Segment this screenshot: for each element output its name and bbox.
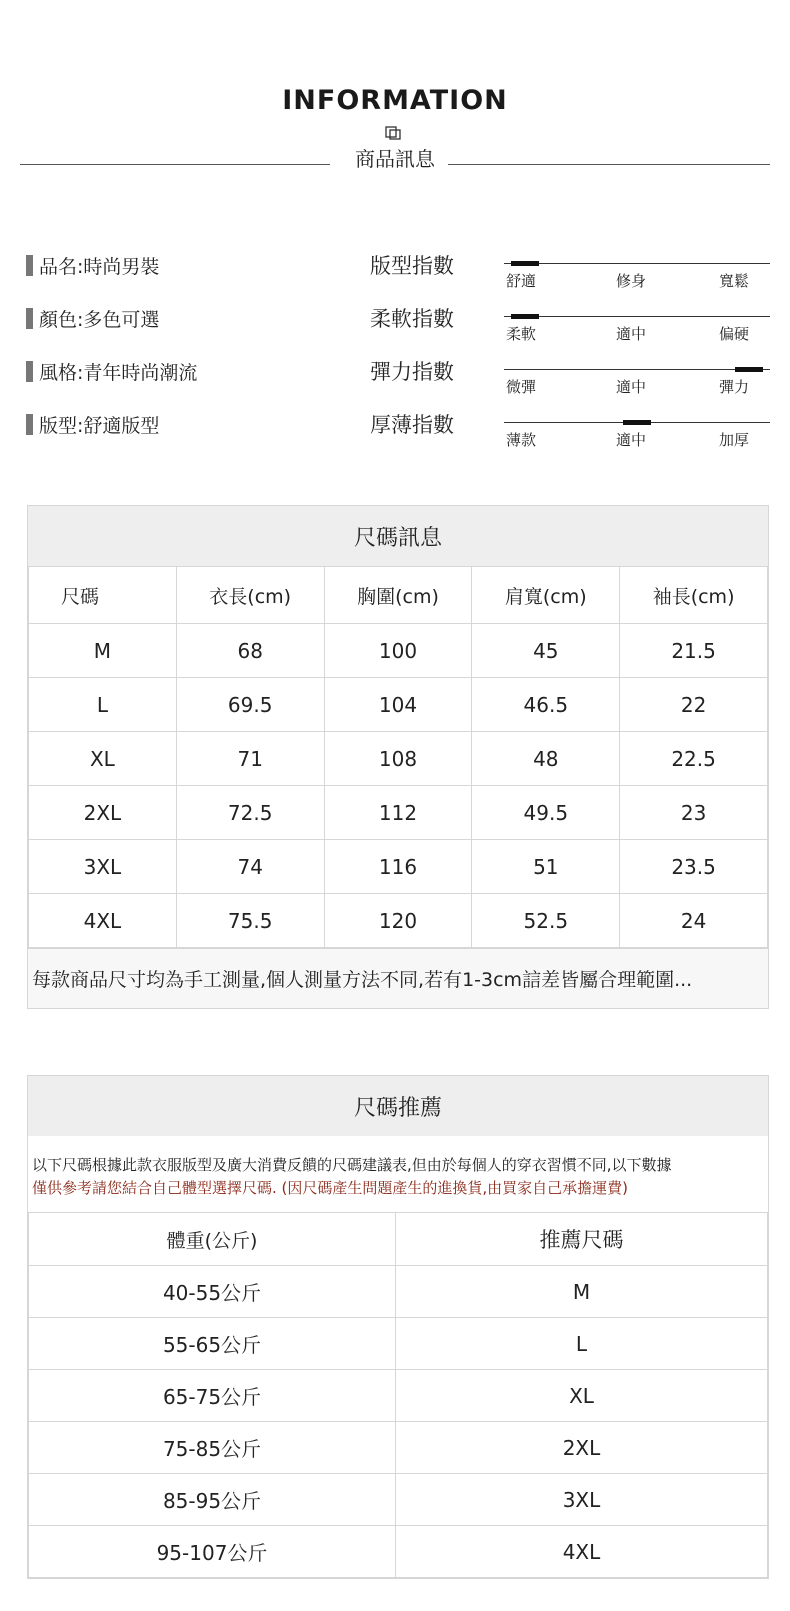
size-info-section: [27, 505, 769, 1009]
column-header: 肩寬(cm): [472, 567, 620, 624]
table-cell: 65-75公斤: [29, 1370, 396, 1422]
table-cell: 4XL: [29, 894, 177, 948]
table-row: [29, 786, 768, 840]
bullet-bar: [26, 255, 33, 276]
table-cell: 51: [472, 840, 620, 894]
table-cell: 69.5: [176, 678, 324, 732]
index-scale-line: [504, 316, 770, 317]
table-cell: 75.5: [176, 894, 324, 948]
bullet-bar: [26, 361, 33, 382]
table-row: [29, 1526, 768, 1578]
index-level-marker: [511, 314, 539, 319]
table-cell: 112: [324, 786, 472, 840]
index-scale-left: 薄款: [506, 431, 537, 449]
index-scale-mid: 適中: [616, 378, 647, 396]
table-cell: 3XL: [29, 840, 177, 894]
overlap-squares-icon: [385, 126, 401, 140]
attribute-name: [26, 252, 159, 279]
table-cell: 104: [324, 678, 472, 732]
table-row: [29, 1318, 768, 1370]
table-row: [29, 894, 768, 948]
attribute-text: 版型:舒適版型: [39, 415, 160, 437]
attribute-color: [26, 305, 159, 332]
table-cell: 24: [620, 894, 768, 948]
table-cell: 49.5: [472, 786, 620, 840]
table-cell: 108: [324, 732, 472, 786]
divider-right: [448, 164, 770, 165]
column-header: 尺碼: [29, 567, 177, 624]
index-label: 彈力指數: [370, 360, 454, 384]
measurement-note: 每款商品尺寸均為手工測量,個人測量方法不同,若有1-3cm誩差皆屬合理範圍...: [28, 948, 768, 1008]
attribute-text: 風格:青年時尚潮流: [39, 362, 198, 384]
table-row: [29, 624, 768, 678]
table-cell: M: [29, 624, 177, 678]
index-scale-right: 偏硬: [719, 325, 750, 343]
index-label: 柔軟指數: [370, 307, 454, 331]
table-cell: 116: [324, 840, 472, 894]
index-scale-mid: 適中: [616, 325, 647, 343]
recommend-table: [28, 1212, 768, 1578]
column-header: 推薦尺碼: [396, 1213, 768, 1266]
table-cell: 2XL: [396, 1422, 768, 1474]
size-recommend-title: 尺碼推薦: [28, 1076, 768, 1136]
table-cell: L: [396, 1318, 768, 1370]
column-header: 胸圍(cm): [324, 567, 472, 624]
table-cell: 46.5: [472, 678, 620, 732]
table-cell: 72.5: [176, 786, 324, 840]
table-cell: 74: [176, 840, 324, 894]
table-cell: 21.5: [620, 624, 768, 678]
table-cell: 75-85公斤: [29, 1422, 396, 1474]
index-scale-mid: 適中: [616, 431, 647, 449]
table-cell: 23: [620, 786, 768, 840]
column-header: 體重(公斤): [29, 1213, 396, 1266]
attribute-style: [26, 358, 197, 385]
table-cell: 71: [176, 732, 324, 786]
index-scale-left: 微彈: [506, 378, 537, 396]
table-cell: 22: [620, 678, 768, 732]
index-label: 版型指數: [370, 254, 454, 278]
table-cell: 3XL: [396, 1474, 768, 1526]
size-recommend-section: [27, 1075, 769, 1579]
bullet-bar: [26, 308, 33, 329]
table-row: [29, 1370, 768, 1422]
table-cell: 23.5: [620, 840, 768, 894]
table-cell: 45: [472, 624, 620, 678]
recommend-table-header: [29, 1213, 768, 1266]
index-scale-right: 加厚: [719, 431, 750, 449]
column-header: 袖長(cm): [620, 567, 768, 624]
table-cell: 4XL: [396, 1526, 768, 1578]
table-cell: 22.5: [620, 732, 768, 786]
table-cell: 48: [472, 732, 620, 786]
index-scale-line: [504, 263, 770, 264]
index-scale-right: 寬鬆: [719, 272, 750, 290]
size-table-header: [29, 567, 768, 624]
index-scale-line: [504, 369, 770, 370]
size-info-title: 尺碼訊息: [28, 506, 768, 566]
recommend-note-line2: 僅供參考請您結合自己體型選擇尺碼. (因尺碼產生問題產生的進換貨,由買家自己承擔運費): [32, 1179, 629, 1197]
attribute-fit: [26, 411, 159, 438]
table-row: [29, 732, 768, 786]
index-scale-left: 柔軟: [506, 325, 537, 343]
table-row: [29, 1266, 768, 1318]
index-scale-left: 舒適: [506, 272, 537, 290]
size-table: [28, 566, 768, 948]
table-cell: XL: [396, 1370, 768, 1422]
recommend-note-line1: 以下尺碼根據此款衣服版型及廣大消費反饋的尺碼建議表,但由於每個人的穿衣習慣不同,以下數據: [32, 1156, 672, 1174]
table-row: [29, 1422, 768, 1474]
table-cell: 55-65公斤: [29, 1318, 396, 1370]
table-cell: 52.5: [472, 894, 620, 948]
table-cell: 85-95公斤: [29, 1474, 396, 1526]
table-cell: XL: [29, 732, 177, 786]
index-label: 厚薄指數: [370, 413, 454, 437]
table-cell: 100: [324, 624, 472, 678]
index-level-marker: [735, 367, 763, 372]
table-row: [29, 678, 768, 732]
table-cell: M: [396, 1266, 768, 1318]
index-level-marker: [623, 420, 651, 425]
index-scale-mid: 修身: [616, 272, 647, 290]
attribute-text: 顏色:多色可選: [39, 309, 160, 331]
index-level-marker: [511, 261, 539, 266]
table-cell: L: [29, 678, 177, 732]
section-subtitle: 商品訊息: [355, 147, 435, 171]
information-heading: INFORMATION: [282, 85, 508, 116]
recommend-note: [28, 1136, 768, 1212]
table-row: [29, 840, 768, 894]
table-cell: 68: [176, 624, 324, 678]
index-scale-right: 彈力: [719, 378, 750, 396]
table-row: [29, 1474, 768, 1526]
attribute-text: 品名:時尚男裝: [39, 256, 160, 278]
column-header: 衣長(cm): [176, 567, 324, 624]
table-cell: 2XL: [29, 786, 177, 840]
bullet-bar: [26, 414, 33, 435]
table-cell: 40-55公斤: [29, 1266, 396, 1318]
table-cell: 120: [324, 894, 472, 948]
table-cell: 95-107公斤: [29, 1526, 396, 1578]
divider-left: [20, 164, 330, 165]
